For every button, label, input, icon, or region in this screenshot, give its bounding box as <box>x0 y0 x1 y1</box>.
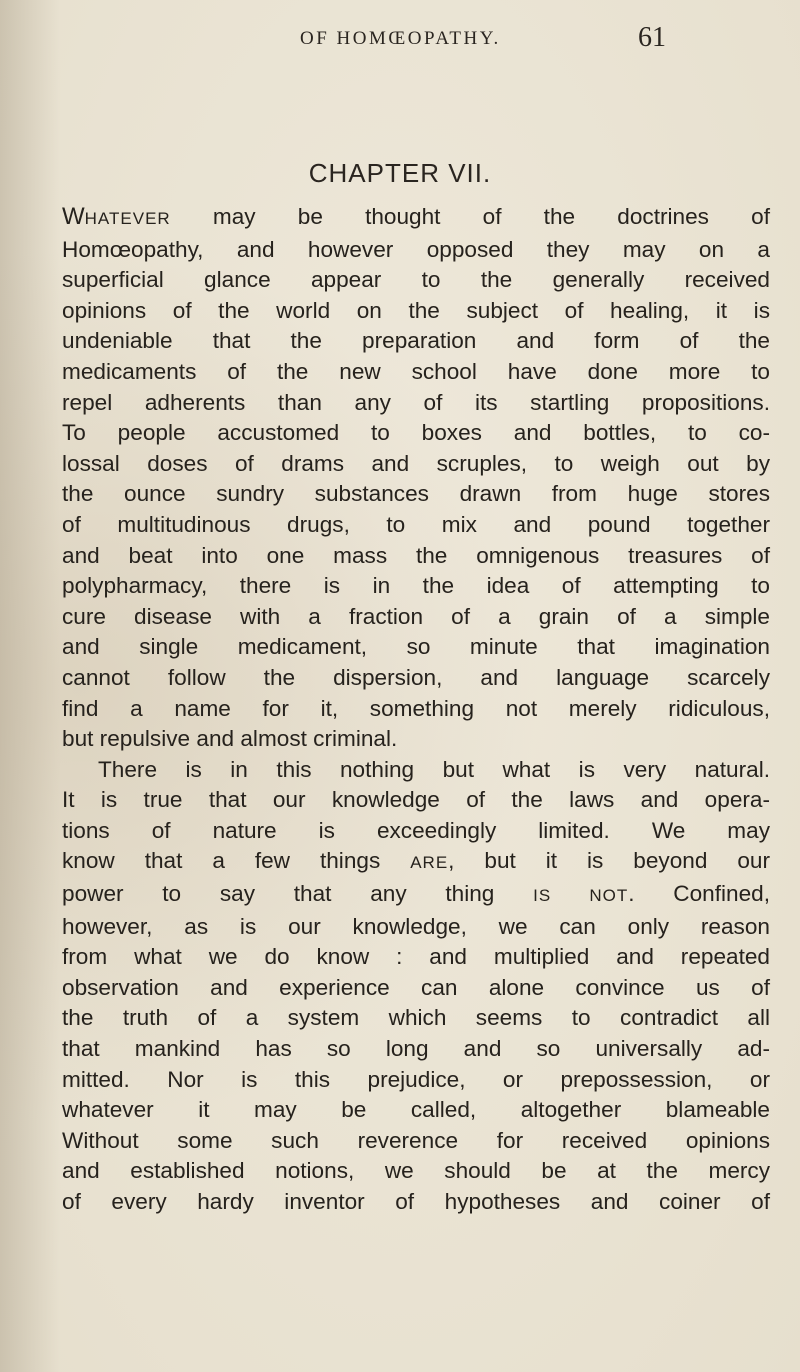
text-line: but repulsive and almost criminal. <box>62 726 398 752</box>
text-line: and beat into one mass the omnigenous treasures of <box>62 542 770 568</box>
text-line: and single medicament, so minute that imagination <box>62 634 770 660</box>
text-line: To people accustomed to boxes and bottles, to co- <box>62 420 770 446</box>
text-line: know that a few things ARE, but it is beyond our <box>62 848 770 874</box>
text-line: polypharmacy, there is in the idea of attempting to <box>62 573 770 599</box>
text-line: tions of nature is exceedingly limited. We may <box>62 817 770 843</box>
running-title: OF HOMŒOPATHY. <box>300 28 501 49</box>
text-line: the ounce sundry substances drawn from huge stores <box>62 481 770 507</box>
text-line: mitted. Nor is this prejudice, or prepossession, or <box>62 1066 770 1092</box>
text-line: superficial glance appear to the generally received <box>62 267 770 293</box>
text-line: Without some such reverence for received opinions <box>62 1127 770 1153</box>
text-line: from what we do know : and multiplied and repeated <box>62 944 770 970</box>
text-line: medicaments of the new school have done more to <box>62 358 770 384</box>
text-line: observation and experience can alone convince us of <box>62 974 770 1000</box>
text-line: power to say that any thing IS NOT. Confined, <box>62 881 771 907</box>
page-number: 61 <box>638 22 666 53</box>
text-line: Homœopathy, and however opposed they may on a <box>62 236 770 262</box>
text-line: of every hardy inventor of hypotheses and coiner of <box>62 1189 770 1214</box>
text-line: the truth of a system which seems to contradict all <box>62 1005 770 1031</box>
text-line: that mankind has so long and so universally ad- <box>62 1036 770 1062</box>
text-line: WHATEVER may be thought of the doctrines of <box>62 203 770 230</box>
page-spine-shadow <box>0 0 60 1372</box>
text-line: undeniable that the preparation and form of the <box>62 328 770 354</box>
drop-word-rest: HATEVER <box>84 209 171 228</box>
small-caps-word: IS NOT <box>533 886 629 906</box>
body-text <box>62 202 770 1218</box>
text-line: however, as is our knowledge, we can only reason <box>62 913 770 939</box>
text-line: find a name for it, something not merely ridiculous, <box>62 695 770 721</box>
text-line: repel adherents than any of its startling propositions. <box>62 389 770 415</box>
drop-word-initial: W <box>62 203 85 230</box>
text-line: cannot follow the dispersion, and language scarcely <box>62 664 770 690</box>
text-line: It is true that our knowledge of the laws and opera- <box>62 787 770 813</box>
text-line: cure disease with a fraction of a grain of a simple <box>62 603 770 629</box>
text-line: of multitudinous drugs, to mix and pound together <box>62 511 770 537</box>
text-line: There is in this nothing but what is very natural. <box>98 756 770 782</box>
text-line: and established notions, we should be at the mercy <box>62 1158 770 1184</box>
small-caps-word: ARE <box>410 853 449 873</box>
text-line: opinions of the world on the subject of healing, it is <box>62 297 770 323</box>
page-header <box>0 22 800 62</box>
chapter-title: CHAPTER VII. <box>308 158 492 188</box>
text-line: lossal doses of drams and scruples, to weigh out by <box>62 450 770 476</box>
text-line: whatever it may be called, altogether blameable <box>62 1097 770 1123</box>
